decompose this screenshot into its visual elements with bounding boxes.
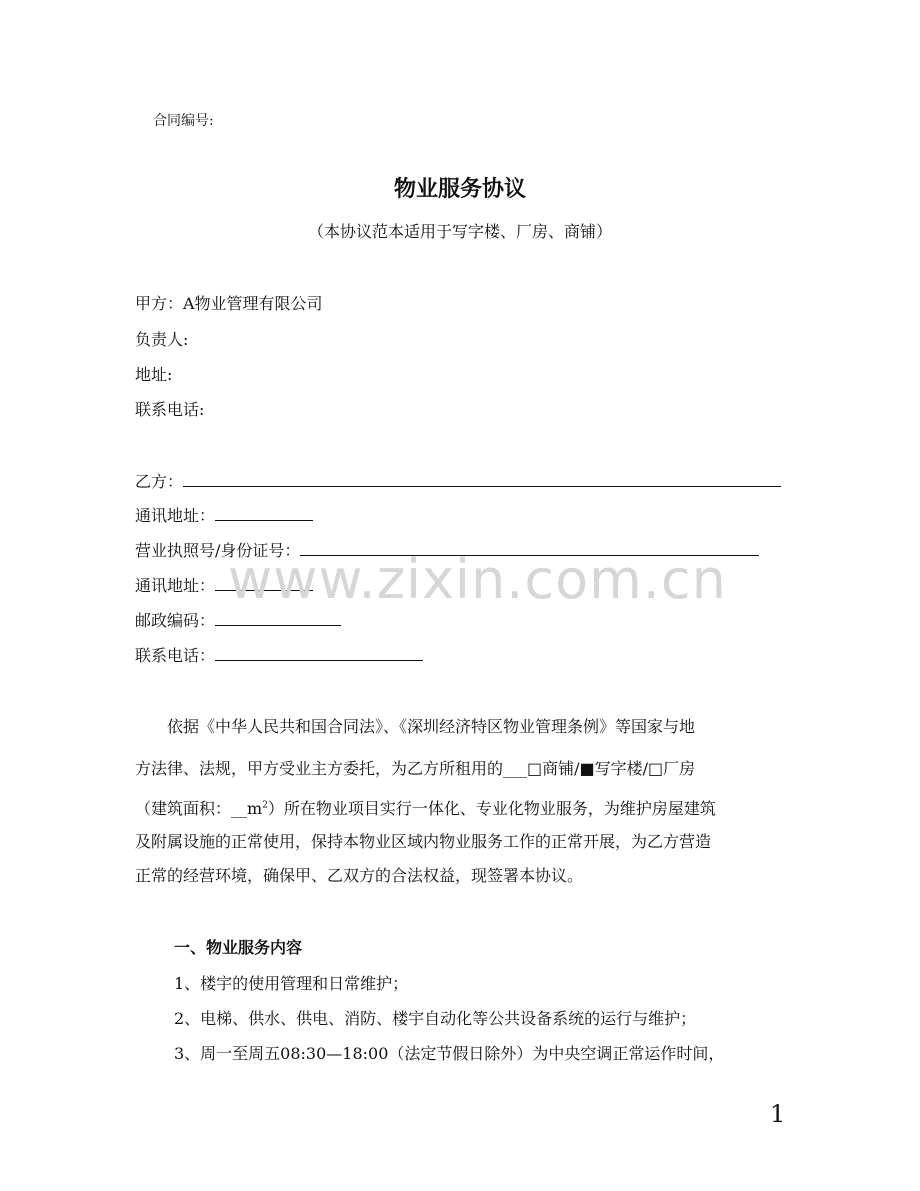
party-b-phone-label: 联系电话： — [135, 646, 216, 665]
section-1-item: 2、电梯、供水、供电、消防、楼宇自动化等公共设备系统的运行与维护； — [174, 1009, 697, 1028]
section-1-item: 1、楼宇的使用管理和日常维护； — [174, 974, 409, 993]
party-b-label: 乙方： — [135, 472, 184, 491]
document-title: 物业服务协议 — [393, 177, 526, 202]
party-b-postcode-label: 邮政编码： — [135, 611, 216, 630]
preamble-line-3-text: （建筑面积：__m — [135, 799, 263, 818]
preamble-line-3 — [135, 796, 785, 819]
party-b-mail-address-label-2: 通讯地址： — [135, 576, 216, 595]
section-1-item: 3、周一至周五08:30—18:00（法定节假日除外）为中央空调正常运作时间， — [174, 1044, 725, 1063]
section-1-title: 一、物业服务内容 — [174, 938, 303, 957]
party-a-phone: 联系电话: — [135, 400, 205, 419]
party-b-license-label: 营业执照号/身份证号： — [135, 541, 301, 560]
party-b-mail-address-row — [135, 503, 313, 526]
preamble-line-2-text: 方法律、法规，甲方受业主方委托，为乙方所租用的 — [135, 759, 504, 778]
phone-blank — [215, 643, 423, 661]
document-subtitle: （本协议范本适用于写字楼、厂房、商铺） — [307, 222, 612, 241]
party-b-blank — [183, 469, 781, 487]
preamble-line-5: 正常的经营环境，确保甲、乙双方的合法权益，现签署本协议。 — [135, 866, 584, 885]
preamble-line-4: 及附属设施的正常使用，保持本物业区域内物业服务工作的正常开展，为乙方营造 — [135, 832, 712, 851]
area-unit-superscript: 2 — [262, 800, 268, 811]
preamble-line-3-rest: ）所在物业项目实行一体化、专业化物业服务，为维护房屋建筑 — [267, 799, 716, 818]
party-a-principal: 负责人: — [135, 330, 189, 349]
party-b-phone-row — [135, 643, 423, 666]
party-b-mail-address-label: 通讯地址： — [135, 506, 216, 525]
page-number: 1 — [770, 1100, 786, 1128]
contract-number-label: 合同编号: — [153, 113, 214, 129]
mail-address-blank — [215, 503, 313, 521]
property-type-options: □商铺/■写字楼/□厂房 — [527, 759, 696, 778]
preamble-line-1: 依据《中华人民共和国合同法》、《深圳经济特区物业管理条例》等国家与地 — [167, 717, 696, 736]
party-b-row — [135, 469, 781, 492]
watermark: www.zixin.com.cn — [228, 548, 727, 611]
party-b-postcode-row — [135, 608, 341, 631]
party-a-address: 地址: — [135, 365, 173, 384]
preamble-line-2 — [135, 756, 785, 779]
party-a-name: 甲方：A物业管理有限公司 — [135, 294, 323, 313]
preamble-line-2-blank: ___ — [503, 759, 528, 778]
